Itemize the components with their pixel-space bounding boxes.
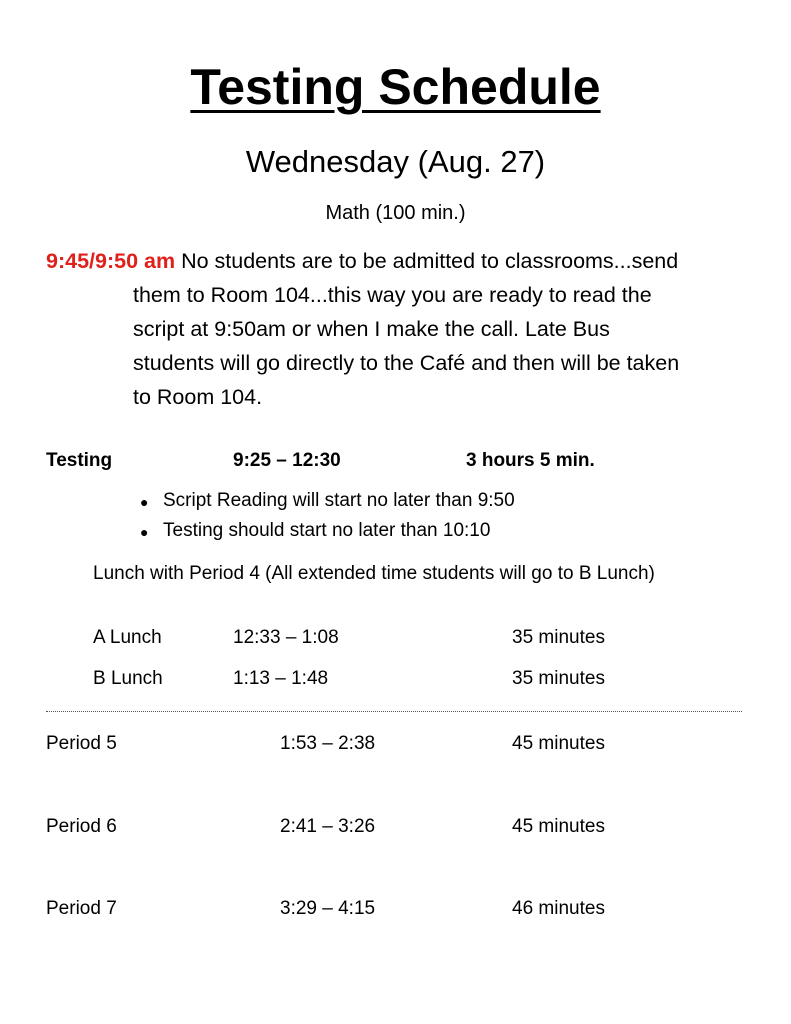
arrival-note (46, 244, 746, 414)
lunch-time: 1:13 – 1:48 (233, 668, 329, 689)
note-line-5: to Room 104. (133, 385, 263, 409)
dotted-divider (46, 711, 742, 712)
note-line-3: script at 9:50am or when I make the call. Late Bus (133, 317, 610, 341)
schedule-date: Wednesday (Aug. 27) (245, 144, 546, 179)
period-label: Period 6 (46, 816, 117, 837)
period-time: 2:41 – 3:26 (280, 816, 376, 837)
testing-duration: 3 hours 5 min. (466, 450, 595, 471)
testing-label: Testing (46, 450, 113, 471)
note-line-2: them to Room 104...this way you are ready to read the (133, 283, 652, 307)
lunch-label: B Lunch (93, 668, 163, 689)
period-duration: 45 minutes (512, 816, 605, 837)
period-time: 3:29 – 4:15 (280, 898, 376, 919)
lunch-heading: Lunch with Period 4 (All extended time students will go to B Lunch) (93, 563, 655, 584)
bullet-icon: ● (140, 524, 149, 540)
bullet-item: Script Reading will start no later than 9:50 (163, 490, 515, 511)
testing-time: 9:25 – 12:30 (233, 450, 341, 471)
lunch-duration: 35 minutes (512, 668, 605, 689)
lunch-duration: 35 minutes (512, 627, 605, 648)
bullet-item: Testing should start no later than 10:10 (163, 520, 491, 541)
note-line-4: students will go directly to the Café and then will be taken (133, 351, 680, 375)
period-time: 1:53 – 2:38 (280, 733, 376, 754)
period-duration: 46 minutes (512, 898, 605, 919)
lunch-time: 12:33 – 1:08 (233, 627, 339, 648)
note-line-1: No students are to be admitted to classrooms...send (181, 249, 679, 273)
note-time: 9:45/9:50 am (46, 249, 176, 273)
bullet-icon: ● (140, 494, 149, 510)
lunch-label: A Lunch (93, 627, 162, 648)
period-label: Period 7 (46, 898, 117, 919)
period-duration: 45 minutes (512, 733, 605, 754)
period-label: Period 5 (46, 733, 117, 754)
test-subject: Math (100 min.) (325, 202, 466, 224)
page-title: Testing Schedule (190, 59, 601, 115)
